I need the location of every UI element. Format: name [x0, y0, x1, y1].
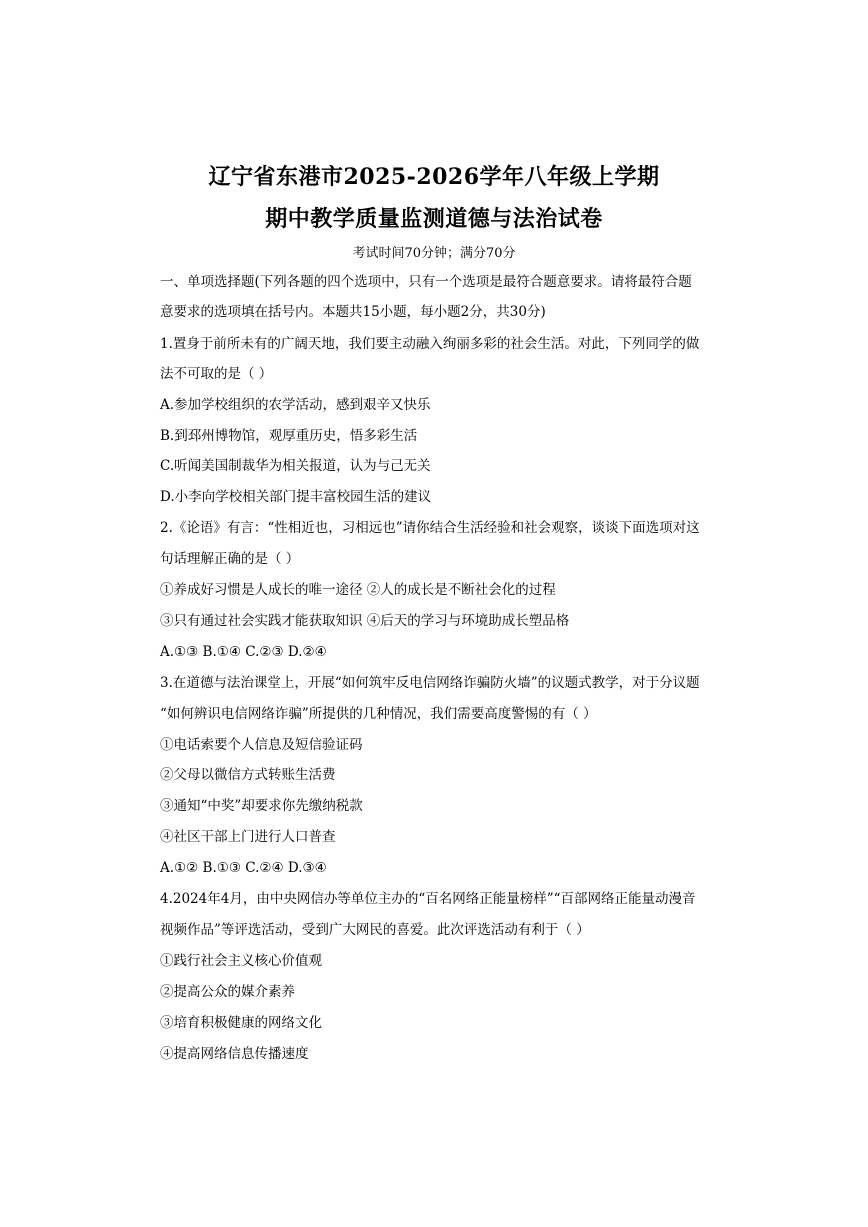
- exam-info: 考试时间70分钟；满分70分: [352, 246, 516, 261]
- q4-statement-2: ②提高公众的媒介素养: [160, 984, 295, 1000]
- section-intro-line-2: 意要求的选项填在括号内。本题共15小题，每小题2分，共30分): [160, 304, 546, 320]
- q2-statements-row-2: ③只有通过社会实践才能获取知识 ④后天的学习与环境助成长塑品格: [160, 613, 570, 629]
- q4-statement-1: ①践行社会主义核心价值观: [160, 953, 322, 969]
- q2-stem-line-2: 句话理解正确的是（ ）: [160, 551, 300, 567]
- q3-choices: A.①② B.①③ C.②④ D.③④: [160, 860, 327, 876]
- section-intro-line-1: 一、单项选择题(下列各题的四个选项中，只有一个选项是最符合题意要求。请将最符合题: [160, 274, 692, 290]
- q1-stem-line-2: 法不可取的是（ ）: [160, 366, 273, 382]
- q1-option-b: B.到邳州博物馆，观厚重历史，悟多彩生活: [160, 428, 418, 444]
- title-line-1: 辽宁省东港市2025-2026学年八年级上学期: [208, 164, 660, 190]
- q1-stem-line-1: 1.置身于前所未有的广阔天地，我们要主动融入绚丽多彩的社会生活。对此，下列同学的做: [160, 336, 700, 352]
- q3-statement-1: ①电话索要个人信息及短信验证码: [160, 737, 363, 753]
- q3-statement-3: ③通知“中奖”却要求你先缴纳税款: [160, 798, 363, 814]
- q3-statement-2: ②父母以微信方式转账生活费: [160, 767, 336, 783]
- q1-option-d: D.小李向学校相关部门提丰富校园生活的建议: [160, 489, 432, 505]
- q3-statement-4: ④社区干部上门进行人口普查: [160, 829, 336, 845]
- q3-stem-line-2: “如何辨识电信网络诈骗”所提供的几种情况，我们需要高度警惕的有（ ）: [160, 706, 597, 722]
- title-line-2: 期中教学质量监测道德与法治试卷: [265, 206, 603, 232]
- q4-stem-line-2: 视频作品”等评选活动，受到广大网民的喜爱。此次评选活动有利于（ ）: [160, 922, 590, 938]
- q4-statement-3: ③培育积极健康的网络文化: [160, 1015, 322, 1031]
- q3-stem-line-1: 3.在道德与法治课堂上，开展“如何筑牢反电信网络诈骗防火墙”的议题式教学，对于分议题: [160, 675, 700, 691]
- q4-stem-line-1: 4.2024年4月，由中央网信办等单位主办的“百名网络正能量榜样”“百部网络正能量动漫音: [160, 891, 696, 907]
- q2-stem-line-1: 2.《论语》有言：“性相近也，习相远也”请你结合生活经验和社会观察，谈谈下面选项对这: [160, 520, 700, 536]
- q2-statements-row-1: ①养成好习惯是人成长的唯一途径 ②人的成长是不断社会化的过程: [160, 582, 556, 598]
- q1-option-c: C.听闻美国制裁华为相关报道，认为与己无关: [160, 458, 431, 474]
- q4-statement-4: ④提高网络信息传播速度: [160, 1046, 309, 1062]
- q1-option-a: A.参加学校组织的农学活动，感到艰辛又快乐: [160, 397, 431, 413]
- q2-choices: A.①③ B.①④ C.②③ D.②④: [160, 644, 327, 660]
